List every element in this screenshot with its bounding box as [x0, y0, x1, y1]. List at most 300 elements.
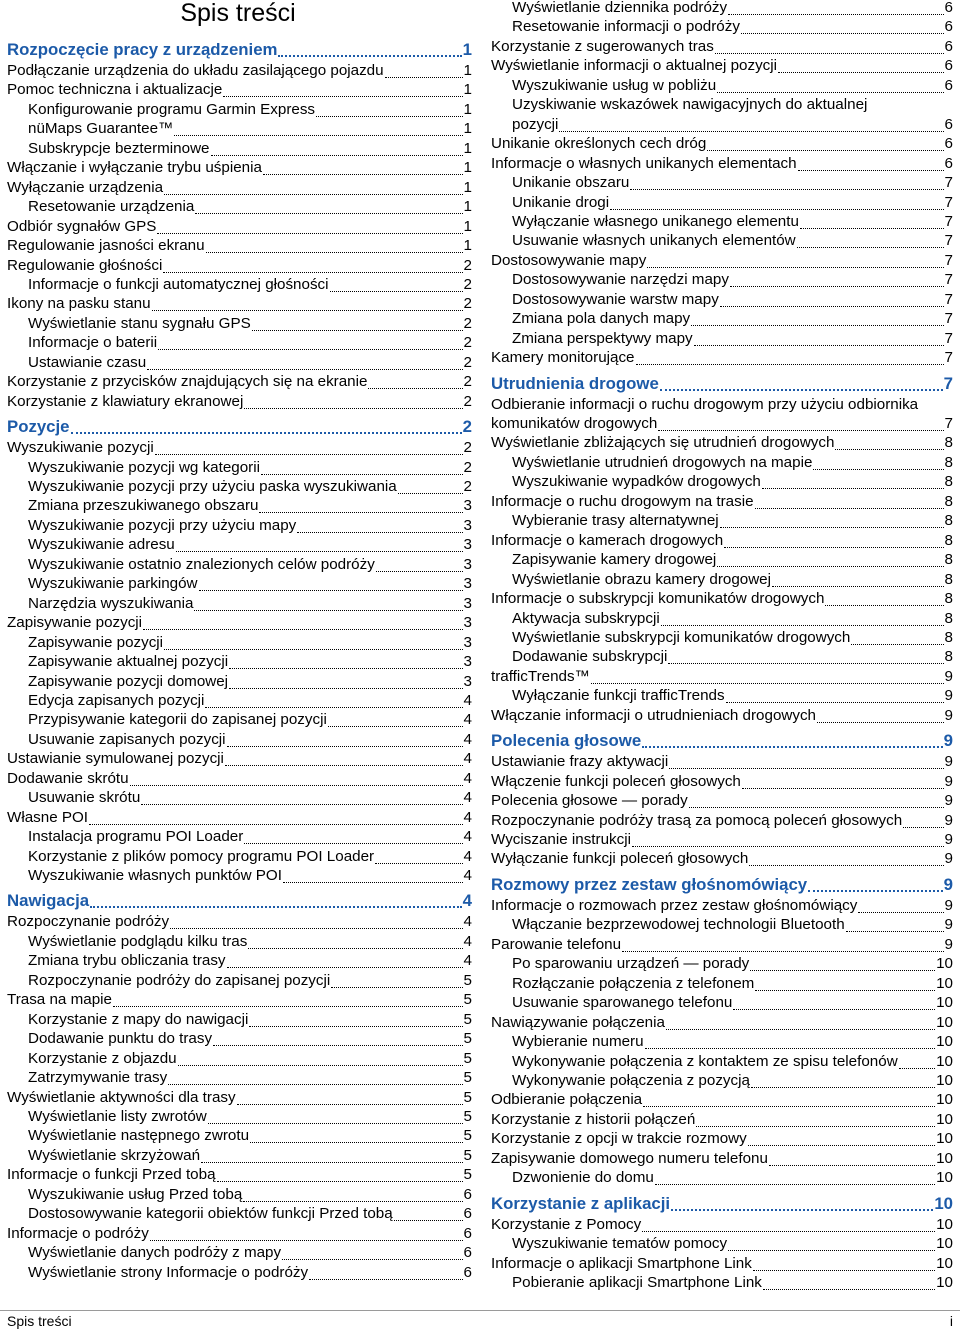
toc-entry[interactable] — [7, 256, 472, 276]
toc-entry-title: Zapisywanie pozycji — [7, 614, 143, 632]
toc-dot-leader — [707, 150, 943, 151]
toc-section-heading[interactable] — [491, 731, 953, 751]
toc-entry[interactable] — [491, 1071, 953, 1091]
toc-entry[interactable] — [491, 231, 953, 251]
toc-entry[interactable] — [491, 76, 953, 96]
toc-entry[interactable] — [7, 847, 472, 867]
toc-entry-title: nüMaps Guarantee™ — [28, 120, 174, 138]
toc-entry-title: Pobieranie aplikacji Smartphone Link — [512, 1274, 762, 1291]
toc-entry-title: Wybieranie numeru — [512, 1033, 644, 1051]
toc-entry-page: 3 — [463, 516, 472, 534]
toc-entry[interactable] — [7, 574, 472, 594]
toc-entry[interactable] — [7, 1068, 472, 1088]
toc-dot-leader — [630, 189, 943, 190]
toc-entry-title: Wyświetlanie danych podróży z mapy — [28, 1244, 282, 1262]
toc-entry-page: 2 — [463, 458, 472, 476]
toc-entry-title: Usuwanie sparowanego telefonu — [512, 994, 733, 1012]
toc-entry-title: Wyłączanie urządzenia — [7, 178, 164, 196]
toc-entry-title: Wyświetlanie aktywności dla trasy — [7, 1088, 236, 1106]
toc-dot-leader — [147, 369, 462, 370]
toc-entry[interactable] — [491, 0, 953, 18]
toc-entry-title: Wyświetlanie strony Informacje o podróży — [28, 1263, 309, 1281]
toc-entry[interactable] — [491, 589, 953, 609]
toc-dot-leader — [213, 1045, 462, 1046]
toc-entry[interactable] — [7, 392, 472, 412]
toc-entry-title: Rozpoczynanie podróży do zapisanej pozycji — [28, 971, 331, 989]
toc-entry[interactable] — [491, 1234, 953, 1254]
toc-dot-leader — [808, 890, 943, 892]
toc-dot-leader — [155, 454, 463, 455]
toc-dot-leader — [769, 1165, 935, 1166]
toc-entry[interactable] — [7, 1224, 472, 1244]
toc-entry-page: 2 — [463, 334, 472, 352]
toc-entry-title: Polecenia głosowe — porady — [491, 792, 688, 810]
toc-entry-page: 9 — [944, 772, 953, 790]
toc-entry-title: Wyświetlanie utrudnień drogowych na mapie — [512, 453, 813, 471]
toc-entry[interactable] — [491, 1032, 953, 1052]
toc-entry-title: Zapisywanie aktualnej pozycji — [28, 653, 229, 671]
toc-entry[interactable] — [491, 993, 953, 1013]
toc-entry-title: Wyszukiwanie usług Przed tobą — [28, 1185, 243, 1203]
toc-entry[interactable] — [7, 932, 472, 952]
toc-entry-page: 7 — [944, 310, 953, 328]
toc-entry[interactable] — [491, 550, 953, 570]
toc-entry-page: 10 — [936, 1254, 953, 1272]
toc-entry-title: Korzystanie z przycisków znajdujących się na ekranie — [7, 373, 368, 391]
footer-page-number: i — [949, 1313, 953, 1329]
toc-entry[interactable] — [491, 95, 953, 115]
toc-entry[interactable] — [491, 453, 953, 473]
toc-entry[interactable] — [7, 555, 472, 575]
toc-entry[interactable] — [7, 294, 472, 314]
toc-entry[interactable] — [7, 197, 472, 217]
toc-dot-leader — [717, 92, 943, 93]
toc-dot-leader — [227, 746, 463, 747]
toc-entry-page: 2 — [463, 373, 472, 391]
toc-entry[interactable] — [491, 290, 953, 310]
toc-dot-leader — [113, 1006, 463, 1007]
toc-entry[interactable] — [7, 158, 472, 178]
toc-dot-leader — [720, 527, 944, 528]
toc-entry-page: 9 — [943, 731, 953, 751]
toc-entry[interactable] — [7, 1107, 472, 1127]
toc-entry-title: Wyłączanie funkcji poleceń głosowych — [491, 850, 749, 868]
toc-entry[interactable] — [7, 61, 472, 81]
toc-entry-page: 9 — [943, 874, 953, 894]
toc-entry-title: Wyszukiwanie własnych punktów POI — [28, 867, 282, 884]
toc-entry-title: Wyszukiwanie usług w pobliżu — [512, 76, 717, 94]
toc-entry[interactable] — [7, 353, 472, 373]
toc-entry[interactable] — [7, 827, 472, 847]
toc-entry[interactable] — [491, 173, 953, 193]
toc-entry-page: 8 — [944, 531, 953, 549]
toc-entry-title: Wyświetlanie skrzyżowań — [28, 1146, 201, 1164]
toc-dot-leader — [694, 345, 944, 346]
toc-entry[interactable] — [491, 37, 953, 57]
toc-entry[interactable] — [491, 270, 953, 290]
toc-entry-page: 6 — [463, 1263, 472, 1281]
toc-entry-page: 10 — [936, 1130, 953, 1148]
toc-entry[interactable] — [491, 511, 953, 531]
toc-entry[interactable] — [7, 1088, 472, 1108]
toc-entry-title: Rozmowy przez zestaw głośnomówiący — [491, 874, 808, 894]
toc-entry[interactable] — [491, 154, 953, 174]
toc-entry[interactable] — [7, 275, 472, 295]
toc-entry[interactable] — [491, 17, 953, 37]
toc-entry[interactable] — [7, 1029, 472, 1049]
toc-entry[interactable] — [7, 1146, 472, 1166]
toc-entry[interactable] — [491, 1129, 953, 1149]
toc-dot-leader — [645, 1048, 936, 1049]
toc-entry[interactable] — [7, 1185, 472, 1205]
toc-entry-page: 6 — [944, 57, 953, 75]
toc-entry-page: 8 — [944, 473, 953, 491]
toc-entry[interactable] — [491, 1168, 953, 1188]
toc-entry[interactable] — [7, 217, 472, 237]
toc-entry[interactable] — [491, 667, 953, 687]
toc-entry[interactable] — [491, 1110, 953, 1130]
toc-entry-title: trafficTrends™ — [491, 667, 590, 685]
toc-entry[interactable] — [7, 912, 472, 932]
toc-dot-leader — [632, 846, 944, 847]
toc-entry[interactable] — [491, 251, 953, 271]
toc-dot-leader — [164, 649, 462, 650]
toc-entry[interactable] — [7, 866, 472, 886]
toc-entry[interactable] — [7, 1010, 472, 1030]
toc-entry[interactable] — [491, 772, 953, 792]
toc-entry[interactable] — [7, 178, 472, 198]
toc-dot-leader — [244, 843, 462, 844]
toc-dot-leader — [309, 1279, 462, 1280]
toc-dot-leader — [778, 72, 944, 73]
toc-dot-leader — [903, 827, 943, 828]
toc-entry-title: Trasa na mapie — [7, 991, 112, 1009]
toc-entry-title: Zmiana pola danych mapy — [512, 310, 691, 328]
toc-dot-leader — [797, 247, 944, 248]
toc-entry[interactable] — [491, 1013, 953, 1033]
toc-entry-page: 10 — [936, 1149, 953, 1167]
toc-entry-page: 8 — [944, 492, 953, 510]
toc-entry-title: Regulowanie jasności ekranu — [7, 237, 205, 255]
toc-dot-leader — [724, 547, 943, 548]
toc-dot-leader — [243, 1201, 462, 1202]
toc-entry-page: 2 — [463, 275, 472, 293]
toc-entry-page: 10 — [936, 974, 953, 992]
toc-entry[interactable] — [491, 395, 953, 415]
toc-entry-page: 10 — [936, 994, 953, 1012]
toc-entry-page: 5 — [463, 1010, 472, 1028]
toc-entry[interactable] — [7, 990, 472, 1010]
toc-entry[interactable] — [491, 134, 953, 154]
toc-entry[interactable] — [491, 56, 953, 76]
toc-entry[interactable] — [491, 414, 953, 434]
toc-entry-page: 8 — [944, 551, 953, 569]
toc-entry-title: Zmiana perspektywy mapy — [512, 329, 693, 347]
toc-entry[interactable] — [7, 710, 472, 730]
toc-entry[interactable] — [491, 1052, 953, 1072]
toc-entry-page: 4 — [462, 891, 472, 911]
toc-entry[interactable] — [7, 535, 472, 555]
toc-entry-page: 5 — [463, 1049, 472, 1067]
toc-entry-title: Wyświetlanie stanu sygnału GPS — [28, 314, 251, 332]
toc-entry-title: Korzystanie z historii połączeń — [491, 1110, 696, 1128]
toc-entry-page: 4 — [463, 691, 472, 709]
toc-entry[interactable] — [7, 951, 472, 971]
toc-entry[interactable] — [491, 811, 953, 831]
toc-dot-leader — [591, 683, 944, 684]
toc-dot-leader — [205, 707, 462, 708]
toc-entry[interactable] — [7, 496, 472, 516]
toc-entry-page: 3 — [463, 575, 472, 593]
toc-section-heading[interactable] — [491, 1194, 953, 1214]
toc-entry[interactable] — [491, 974, 953, 994]
toc-entry[interactable] — [7, 691, 472, 711]
toc-entry-page: 6 — [463, 1244, 472, 1262]
toc-entry[interactable] — [7, 333, 472, 353]
toc-entry[interactable] — [491, 1149, 953, 1169]
toc-entry[interactable] — [491, 686, 953, 706]
toc-entry[interactable] — [491, 492, 953, 512]
toc-entry[interactable] — [491, 706, 953, 726]
toc-entry-title: Odbieranie połączenia — [491, 1091, 643, 1109]
toc-entry-page: 6 — [944, 135, 953, 153]
toc-entry[interactable] — [491, 896, 953, 916]
toc-dot-leader — [141, 804, 462, 805]
toc-entry[interactable] — [7, 971, 472, 991]
toc-entry[interactable] — [7, 1204, 472, 1224]
toc-dot-leader — [742, 788, 944, 789]
toc-dot-leader — [730, 286, 944, 287]
toc-entry-page: 1 — [463, 198, 472, 216]
toc-entry-title: pozycji — [512, 115, 559, 133]
toc-section-heading[interactable] — [7, 891, 472, 911]
toc-entry-title: Dostosowywanie warstw mapy — [512, 290, 719, 308]
toc-entry-page: 1 — [463, 100, 472, 118]
toc-entry[interactable] — [7, 236, 472, 256]
toc-entry-page: 4 — [463, 789, 472, 807]
toc-entry[interactable] — [491, 954, 953, 974]
toc-entry-title: Informacje o subskrypcji komunikatów drogowych — [491, 590, 825, 608]
toc-entry-title: Wyświetlanie subskrypcji komunikatów drogowych — [512, 628, 851, 646]
toc-dot-leader — [259, 512, 462, 513]
toc-entry-page: 8 — [944, 570, 953, 588]
toc-entry-title: Usuwanie skrótu — [28, 789, 141, 807]
toc-entry[interactable] — [491, 531, 953, 551]
toc-dot-leader — [669, 768, 943, 769]
toc-entry[interactable] — [491, 348, 953, 368]
toc-entry[interactable] — [491, 935, 953, 955]
toc-dot-leader — [696, 1126, 935, 1127]
toc-entry-page: 8 — [944, 434, 953, 452]
toc-dot-leader — [717, 566, 943, 567]
toc-entry-title: Ustawianie czasu — [28, 353, 147, 371]
toc-entry-page: 10 — [936, 1033, 953, 1051]
toc-entry[interactable] — [491, 628, 953, 648]
toc-dot-leader — [225, 765, 463, 766]
toc-entry-title: Wyświetlanie podglądu kilku tras — [28, 932, 248, 950]
toc-entry-title: Informacje o kamerach drogowych — [491, 531, 724, 549]
toc-entry-page: 7 — [944, 329, 953, 347]
toc-section-heading[interactable] — [7, 40, 472, 60]
toc-dot-leader — [170, 928, 462, 929]
toc-entry[interactable] — [7, 477, 472, 497]
toc-entry-title: Korzystanie z sugerowanych tras — [491, 37, 714, 55]
toc-dot-leader — [283, 882, 463, 883]
toc-entry-page: 6 — [944, 115, 953, 133]
toc-entry[interactable] — [491, 830, 953, 850]
toc-entry-title: Ikony na pasku stanu — [7, 295, 151, 313]
toc-dot-leader — [660, 389, 943, 391]
toc-entry[interactable] — [7, 119, 472, 139]
toc-entry[interactable] — [7, 652, 472, 672]
toc-entry-title: Nawiązywanie połączenia — [491, 1013, 665, 1031]
toc-entry-page: 10 — [936, 1071, 953, 1089]
toc-dot-leader — [825, 605, 943, 606]
toc-entry-title: Wyłączanie własnego unikanego elementu — [512, 212, 799, 230]
toc-entry-title: Pomoc techniczna i aktualizacje — [7, 81, 223, 99]
toc-entry-page: 6 — [944, 0, 953, 16]
toc-entry-title: Włączanie i wyłączanie trybu uśpienia — [7, 159, 262, 177]
toc-entry-page: 10 — [936, 1013, 953, 1031]
toc-entry-page: 4 — [463, 932, 472, 950]
toc-entry[interactable] — [7, 1243, 472, 1263]
toc-entry[interactable] — [7, 314, 472, 334]
toc-dot-leader — [636, 364, 944, 365]
toc-entry-title: Informacje o rozmowach przez zestaw głośnomówiący — [491, 896, 858, 914]
toc-entry[interactable] — [7, 633, 472, 653]
toc-dot-leader — [671, 1209, 933, 1211]
toc-entry-page: 6 — [944, 18, 953, 36]
toc-entry[interactable] — [491, 193, 953, 213]
toc-entry[interactable] — [7, 1126, 472, 1146]
toc-entry-title: Wyszukiwanie pozycji wg kategorii — [28, 458, 260, 476]
toc-entry[interactable] — [7, 730, 472, 750]
toc-entry[interactable] — [491, 849, 953, 869]
toc-entry-page: 3 — [463, 497, 472, 515]
toc-section-heading[interactable] — [491, 875, 953, 895]
toc-entry-page: 3 — [463, 672, 472, 690]
toc-dot-leader — [90, 906, 462, 908]
toc-dot-leader — [751, 1087, 935, 1088]
toc-entry[interactable] — [491, 472, 953, 492]
toc-dot-leader — [668, 663, 943, 664]
toc-entry-title: Zatrzymywanie trasy — [28, 1069, 168, 1087]
toc-entry-title: Wyświetlanie dziennika podróży — [512, 0, 728, 16]
toc-entry[interactable] — [491, 212, 953, 232]
toc-entry-page: 4 — [463, 847, 472, 865]
toc-entry[interactable] — [7, 80, 472, 100]
toc-entry[interactable] — [7, 516, 472, 536]
toc-entry[interactable] — [491, 647, 953, 667]
toc-entry[interactable] — [7, 808, 472, 828]
toc-dot-leader — [642, 1231, 935, 1232]
toc-entry-page: 7 — [944, 271, 953, 289]
toc-entry-title: Zapisywanie pozycji — [28, 633, 164, 651]
toc-entry[interactable] — [7, 769, 472, 789]
toc-entry[interactable] — [7, 594, 472, 614]
toc-entry[interactable] — [7, 438, 472, 458]
toc-dot-leader — [610, 209, 943, 210]
toc-section-heading[interactable] — [7, 417, 472, 437]
toc-entry[interactable] — [7, 749, 472, 769]
toc-dot-leader — [201, 1162, 463, 1163]
toc-dot-leader — [749, 865, 943, 866]
toc-entry[interactable] — [491, 115, 953, 135]
toc-entry[interactable] — [7, 139, 472, 159]
toc-entry[interactable] — [491, 433, 953, 453]
toc-entry-title: Wyszukiwanie wypadków drogowych — [512, 473, 761, 491]
toc-entry-title: Zmiana trybu obliczania trasy — [28, 952, 226, 970]
toc-entry[interactable] — [7, 1165, 472, 1185]
toc-dot-leader — [174, 135, 462, 136]
toc-dot-leader — [237, 1104, 463, 1105]
toc-entry-title: Informacje o ruchu drogowym na trasie — [491, 492, 754, 510]
toc-dot-leader — [376, 571, 463, 572]
toc-entry[interactable] — [491, 1215, 953, 1235]
toc-entry[interactable] — [7, 458, 472, 478]
toc-entry[interactable] — [7, 788, 472, 808]
toc-dot-leader — [330, 291, 463, 292]
toc-entry[interactable] — [7, 100, 472, 120]
toc-entry[interactable] — [491, 915, 953, 935]
toc-entry-page: 2 — [462, 417, 472, 437]
toc-dot-leader — [375, 863, 462, 864]
toc-entry-title: Korzystanie z mapy do nawigacji — [28, 1010, 249, 1028]
toc-entry[interactable] — [491, 570, 953, 590]
toc-entry[interactable] — [7, 672, 472, 692]
toc-dot-leader — [817, 722, 944, 723]
toc-entry[interactable] — [491, 309, 953, 329]
toc-entry-title: Korzystanie z objazdu — [28, 1049, 177, 1067]
toc-section-heading[interactable] — [491, 374, 953, 394]
toc-entry[interactable] — [491, 791, 953, 811]
toc-entry[interactable] — [7, 372, 472, 392]
toc-entry[interactable] — [491, 1090, 953, 1110]
toc-entry-page: 1 — [462, 40, 472, 59]
toc-dot-leader — [227, 967, 463, 968]
toc-dot-leader — [715, 53, 944, 54]
toc-entry-page: 1 — [463, 217, 472, 235]
toc-entry[interactable] — [7, 1263, 472, 1283]
toc-entry-title: Własne POI — [7, 808, 89, 826]
toc-entry[interactable] — [491, 329, 953, 349]
toc-entry-page: 1 — [463, 178, 472, 196]
toc-entry-title: Informacje o aplikacji Smartphone Link — [491, 1254, 752, 1272]
toc-entry-page: 9 — [944, 850, 953, 868]
toc-dot-leader — [691, 325, 943, 326]
toc-entry[interactable] — [491, 752, 953, 772]
toc-entry-title: Korzystanie z plików pomocy programu POI Loader — [28, 847, 375, 865]
toc-dot-leader — [647, 267, 943, 268]
toc-entry[interactable] — [491, 1254, 953, 1274]
toc-entry-title: Ustawianie frazy aktywacji — [491, 753, 669, 771]
toc-entry-title: Wyświetlanie informacji o aktualnej pozycji — [491, 57, 778, 75]
toc-entry[interactable] — [7, 613, 472, 633]
toc-entry-title: Narzędzia wyszukiwania — [28, 594, 194, 612]
toc-dot-leader — [750, 970, 935, 971]
toc-entry-title: Wyszukiwanie tematów pomocy — [512, 1235, 728, 1253]
toc-entry[interactable] — [491, 609, 953, 629]
toc-entry[interactable] — [491, 1273, 953, 1293]
toc-entry-page: 10 — [936, 1169, 953, 1187]
toc-dot-leader — [248, 948, 462, 949]
toc-entry-title: Wyświetlanie listy zwrotów — [28, 1107, 207, 1125]
toc-entry-title: Wyszukiwanie adresu — [28, 536, 175, 554]
toc-entry[interactable] — [7, 1049, 472, 1069]
toc-entry-page: 3 — [463, 594, 472, 612]
toc-dot-leader — [199, 590, 463, 591]
toc-entry-page: 8 — [944, 453, 953, 471]
